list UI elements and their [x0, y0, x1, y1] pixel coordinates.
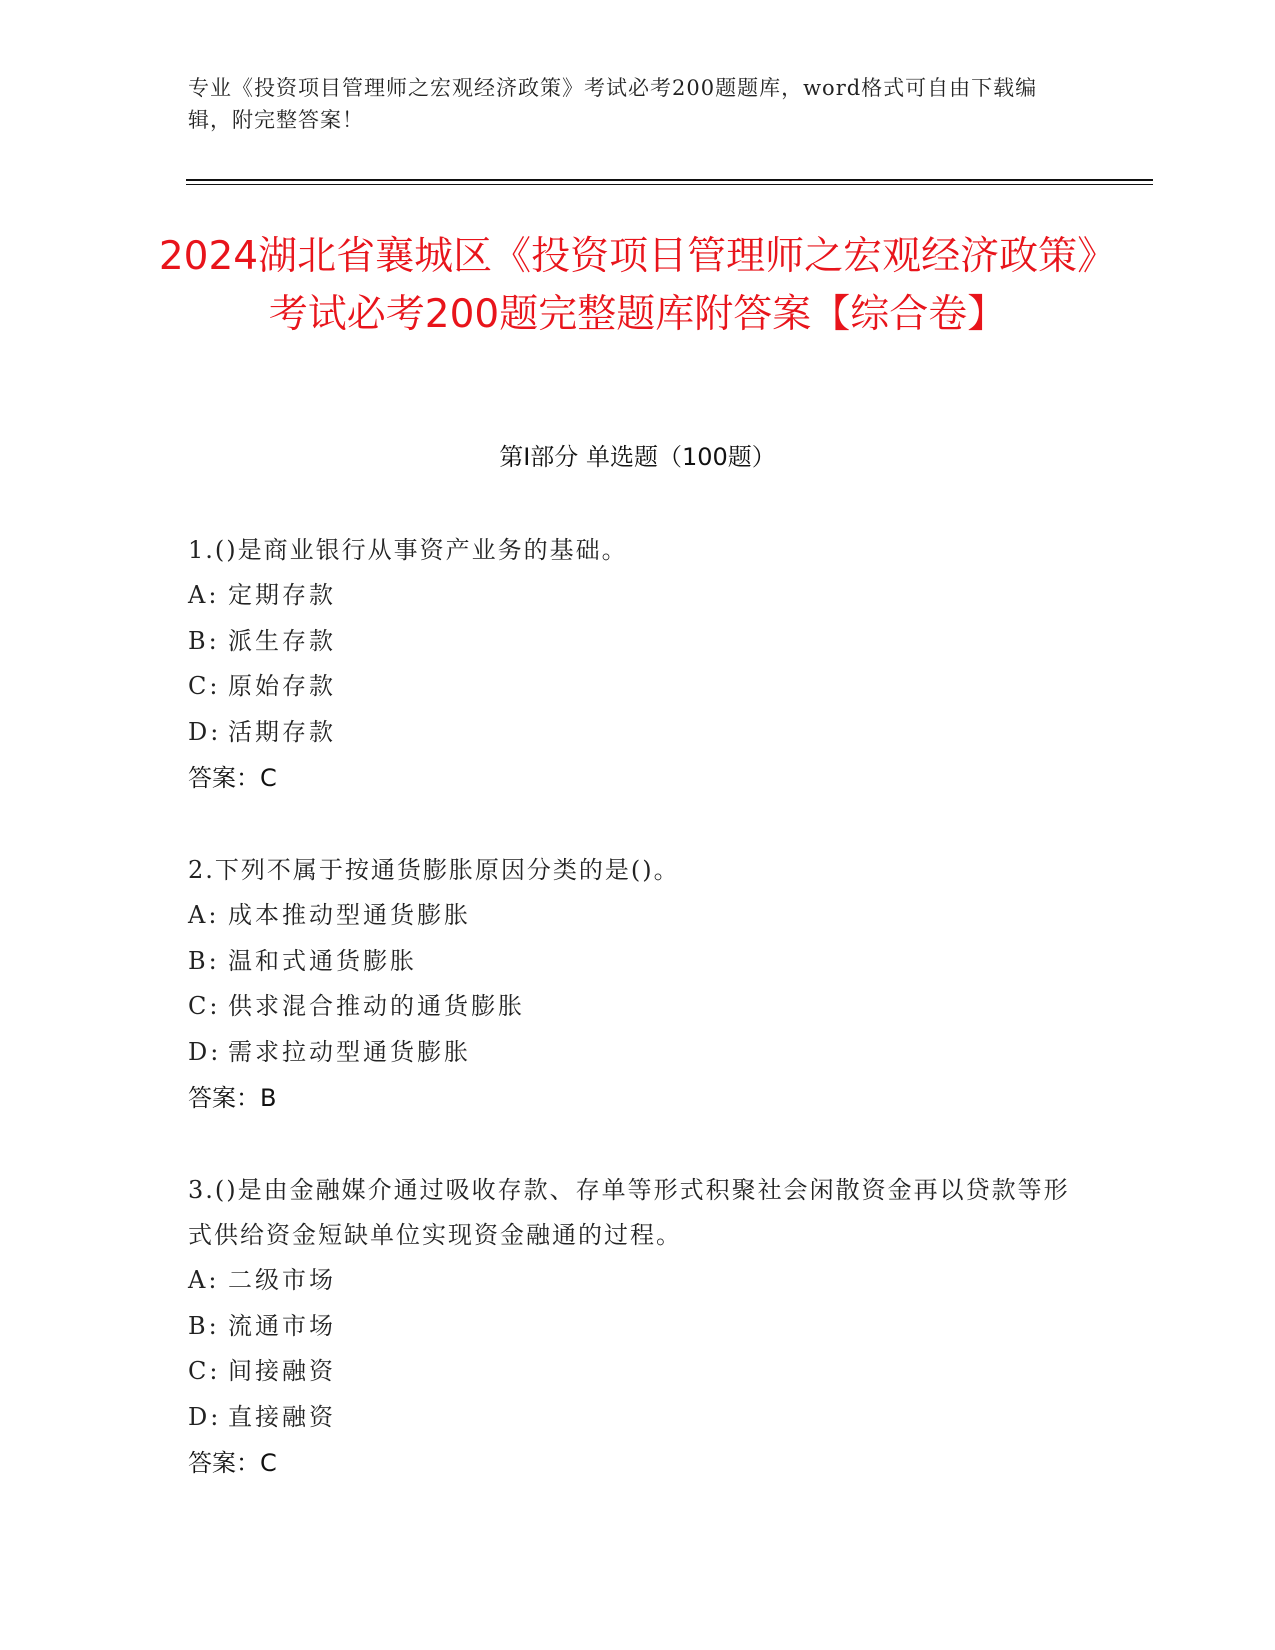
option-b: [188, 1304, 1088, 1350]
option-c: [188, 984, 1088, 1030]
option-key: A:: [188, 901, 220, 929]
question-stem: 1.()是商业银行从事资产业务的基础。: [188, 536, 628, 564]
header-rule-thin: [186, 184, 1153, 185]
option-text: 派生存款: [228, 626, 336, 655]
question-2: [188, 848, 1088, 1121]
option-key: A:: [188, 1266, 220, 1294]
option-text: 成本推动型通货膨胀: [228, 901, 471, 929]
section-heading: 第I部分 单选题（100题）: [499, 443, 776, 471]
option-key: B:: [188, 946, 220, 975]
option-key: A:: [188, 581, 220, 609]
option-key: C:: [188, 992, 221, 1020]
header-rule-thick: [186, 179, 1153, 181]
option-c: [188, 664, 1088, 710]
question-stem: 3.()是由金融媒介通过吸收存款、存单等形式积聚社会闲散资金再以贷款等形式供给资金短缺单位实现资金融通的过程。: [188, 1176, 1070, 1249]
option-d: [188, 1030, 1088, 1076]
option-d: [188, 1395, 1088, 1441]
option-text: 温和式通货膨胀: [228, 946, 417, 975]
option-key: B:: [188, 626, 220, 655]
option-a: [188, 573, 1088, 619]
option-key: D:: [188, 1037, 222, 1066]
option-key: B:: [188, 1311, 220, 1340]
option-b: [188, 939, 1088, 985]
answer-line: 答案：C: [188, 764, 277, 792]
document-title: 2024湖北省襄城区《投资项目管理师之宏观经济政策》考试必考200题完整题库附答案【综合卷】: [158, 234, 1117, 337]
question-3: [188, 1168, 1088, 1486]
option-c: [188, 1349, 1088, 1395]
answer-line: 答案：B: [188, 1084, 277, 1112]
option-a: [188, 893, 1088, 939]
option-key: C:: [188, 1357, 221, 1385]
option-text: 供求混合推动的通货膨胀: [228, 992, 525, 1020]
option-text: 定期存款: [228, 581, 336, 609]
question-1: [188, 528, 1088, 801]
answer-line: 答案：C: [188, 1449, 277, 1477]
option-key: D:: [188, 1402, 222, 1431]
option-text: 二级市场: [228, 1266, 336, 1294]
option-text: 活期存款: [228, 717, 336, 746]
option-text: 原始存款: [228, 672, 336, 700]
option-key: C:: [188, 672, 221, 700]
option-b: [188, 619, 1088, 665]
option-d: [188, 710, 1088, 756]
option-text: 间接融资: [228, 1357, 336, 1385]
option-a: [188, 1258, 1088, 1304]
option-text: 直接融资: [228, 1402, 336, 1431]
question-stem: 2.下列不属于按通货膨胀原因分类的是()。: [188, 856, 680, 884]
option-key: D:: [188, 717, 222, 746]
option-text: 需求拉动型通货膨胀: [228, 1037, 471, 1066]
option-text: 流通市场: [228, 1311, 336, 1340]
header-note: 专业《投资项目管理师之宏观经济政策》考试必考200题题库，word格式可自由下载编辑，附完整答案！: [188, 76, 1038, 132]
